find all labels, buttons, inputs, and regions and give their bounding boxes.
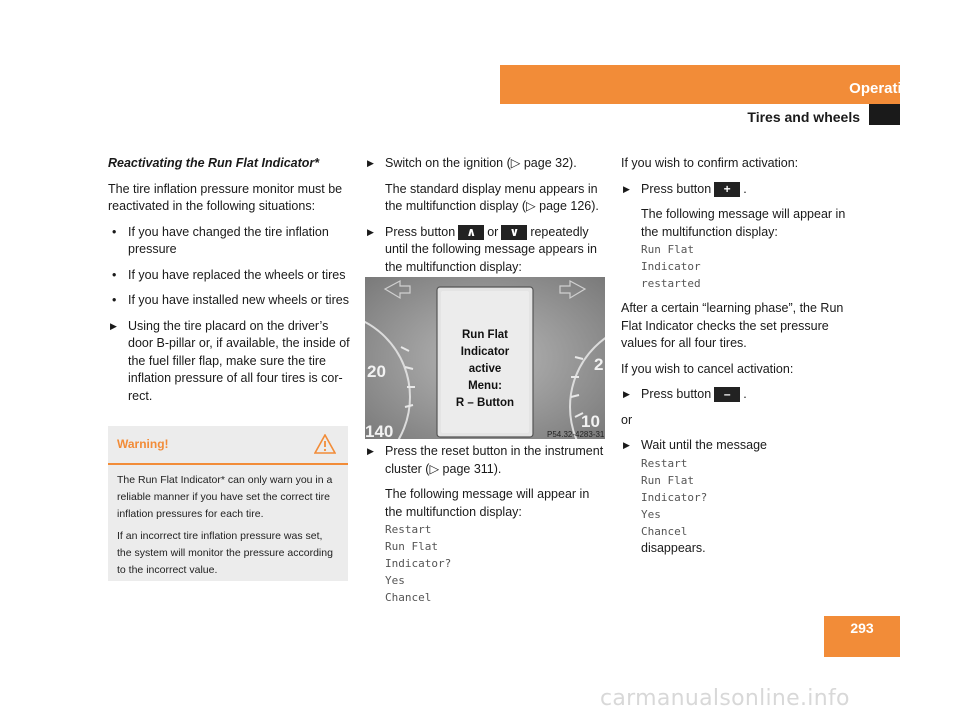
warning-paragraph: If an incorrect tire inflation pressure was set, the system will monitor the pressure according to the incorrect value.	[117, 530, 333, 576]
message-line: Indicator?	[385, 557, 452, 570]
step-item: ▶ Wait until the message	[621, 437, 861, 455]
step-item	[621, 386, 861, 404]
header-bar	[500, 65, 900, 104]
step-item	[365, 224, 610, 277]
display-line: R – Button	[455, 397, 515, 409]
or-text: or	[621, 412, 633, 427]
warning-paragraph: The Run Flat Indicator* can only warn you in a reliable manner if you have set the correct tire inflation pressures for each tire.	[117, 474, 333, 520]
display-line: Indicator	[460, 346, 510, 358]
subsection-title: Tires and wheels	[747, 109, 860, 125]
cluster-graphic	[365, 277, 605, 439]
step-text: or	[487, 224, 499, 239]
warning-body	[108, 465, 348, 579]
step-text: Press button	[641, 387, 712, 401]
gauge-label: 140	[365, 422, 394, 439]
plus-key-icon: +	[714, 182, 740, 197]
step-note: The standard display menu appears in the multifunction display (▷ page 126).	[385, 181, 599, 213]
gauge-label: 20	[367, 362, 386, 381]
cancel-intro: If you wish to cancel activation:	[621, 361, 794, 376]
display-message	[365, 521, 610, 606]
minus-key-icon: –	[714, 387, 740, 402]
bullet-item: • If you have installed new wheels or tires	[108, 292, 353, 310]
message-line: Chancel	[641, 524, 688, 538]
warning-triangle-icon	[314, 434, 336, 454]
instrument-cluster-image	[365, 277, 605, 439]
step-note: The following message will appear in the multifunction display:	[385, 487, 590, 519]
message-line: Run Flat	[385, 540, 438, 553]
column-2-lower	[365, 443, 610, 614]
step-text: .	[743, 387, 747, 401]
step-item: ▶ Using the tire placard on the driver’s door B-pillar or, if available, the inside of the fuel filler flap, make sure the tire inflation pressure of all four tires is cor-rect.	[108, 318, 353, 406]
bullet-item: • If you have replaced the wheels or tires	[108, 267, 353, 285]
message-line: Restart	[641, 456, 688, 470]
message-line: Run Flat	[641, 243, 694, 256]
step-item: ▶ Switch on the ignition (▷ page 32).	[365, 155, 610, 173]
column-1	[108, 155, 353, 413]
step-text: Press button	[385, 224, 456, 239]
message-line: Restart	[385, 523, 432, 536]
column-3	[621, 155, 861, 565]
message-line: Indicator?	[641, 490, 708, 504]
gauge-label: 10	[581, 412, 600, 431]
section-title: Operation	[849, 80, 920, 97]
warning-header	[108, 426, 348, 465]
step-text: .	[743, 181, 747, 196]
display-line: Menu:	[468, 380, 502, 392]
page-number-box	[824, 616, 900, 657]
step-item: ▶ Press the reset button in the instrument cluster (▷ page 311).	[365, 443, 610, 478]
watermark: carmanualsonline.info	[600, 686, 850, 711]
up-arrow-key-icon: ∧	[458, 225, 484, 240]
header-marker	[869, 104, 900, 125]
step-text: Press button	[641, 181, 712, 196]
display-line: active	[468, 363, 502, 375]
message-line: Yes	[385, 574, 405, 587]
intro-text: The tire inflation pressure monitor must be reactivated in the following situations:	[108, 181, 343, 213]
step-item	[621, 181, 861, 199]
warning-title: Warning!	[117, 437, 169, 451]
step-text: repeatedly until the following message appears in the multifunction display:	[385, 224, 597, 274]
section-heading: Reactivating the Run Flat Indicator*	[108, 156, 320, 170]
down-arrow-key-icon: ∨	[501, 225, 527, 240]
message-line: Chancel	[385, 591, 432, 604]
display-message	[621, 241, 861, 292]
gauge-label: 2	[594, 355, 604, 374]
message-line: Run Flat	[641, 473, 694, 487]
learning-text: After a certain “learning phase”, the Run Flat Indicator checks the set pressure values for all four tires.	[621, 301, 844, 350]
display-message	[621, 455, 861, 540]
confirm-intro: If you wish to confirm activation:	[621, 156, 799, 170]
message-line: Yes	[641, 507, 661, 521]
step-note: The following message will appear in the multifunction display:	[641, 207, 846, 239]
image-code: P54.32-4283-31	[547, 430, 605, 439]
message-line: restarted	[641, 277, 701, 290]
message-line: Indicator	[641, 260, 701, 273]
column-2	[365, 155, 610, 284]
warning-box	[108, 426, 348, 581]
disappears-text: disappears.	[641, 540, 706, 555]
bullet-item: • If you have changed the tire inflation pressure	[108, 224, 353, 259]
display-line: Run Flat	[462, 329, 508, 341]
page-number: 293	[850, 620, 874, 636]
